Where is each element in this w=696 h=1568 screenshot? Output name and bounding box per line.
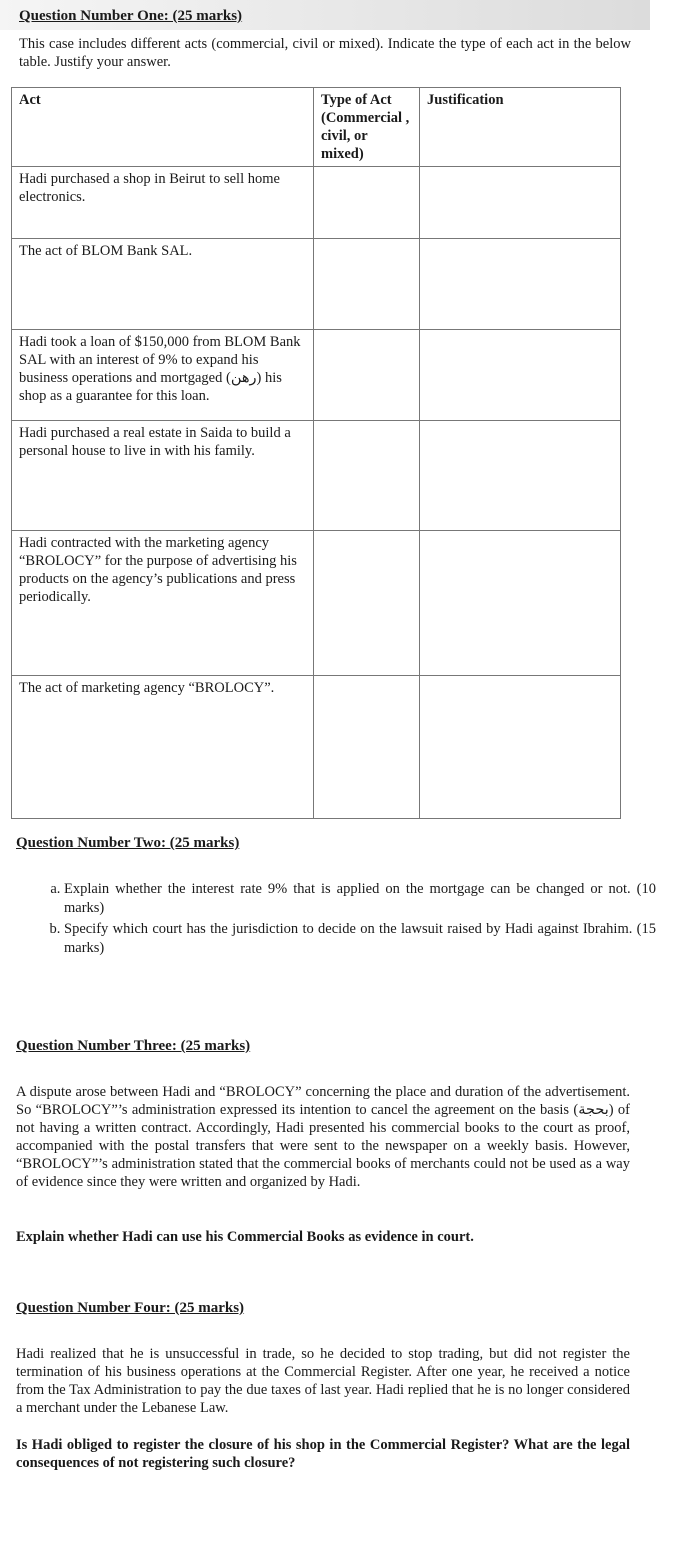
q1-intro: This case includes different acts (commercial, civil or mixed). Indicate the type of each act in the below table. Justify your answer. xyxy=(19,36,631,70)
justification-cell xyxy=(420,239,621,330)
type-cell xyxy=(314,239,420,330)
acts-table xyxy=(11,87,621,819)
q3-body: A dispute arose between Hadi and “BROLOCY” concerning the place and duration of the advertisement. So “BROLOCY”’s administration expressed its intention to cancel the agreement on the basis (بحجة) of not having a written contract. Accordingly, Hadi presented his commercial books to the court as proof, accompanied with the postal transfers that were sent to the newspaper on a weekly basis. However, “BROLOCY”’s administration stated that the commercial books of merchants could not be used as a way of evidence since they were written and organized by Hadi. xyxy=(16,1084,630,1190)
table-header-row xyxy=(12,88,621,167)
q3-heading: Question Number Three: (25 marks) xyxy=(16,1038,251,1054)
act-cell: The act of marketing agency “BROLOCY”. xyxy=(12,676,314,819)
justification-cell xyxy=(420,330,621,421)
table-row xyxy=(12,330,621,421)
q2-heading: Question Number Two: (25 marks) xyxy=(16,835,240,851)
header-act: Act xyxy=(12,88,314,167)
justification-cell xyxy=(420,167,621,239)
header-type-of-act: Type of Act (Commercial , civil, or mixed) xyxy=(314,88,420,167)
q1-heading: Question Number One: (25 marks) xyxy=(19,8,243,24)
header-justification: Justification xyxy=(420,88,621,167)
act-cell: Hadi took a loan of $150,000 from BLOM Bank SAL with an interest of 9% to expand his business operations and mortgaged (رهن) his shop as a guarantee for this loan. xyxy=(12,330,314,421)
table-row xyxy=(12,531,621,676)
q2-list xyxy=(39,880,656,960)
q3-question: Explain whether Hadi can use his Commercial Books as evidence in court. xyxy=(16,1229,474,1245)
q4-heading: Question Number Four: (25 marks) xyxy=(16,1300,245,1316)
act-cell: Hadi contracted with the marketing agency “BROLOCY” for the purpose of advertising his products on the agency’s publications and press periodically. xyxy=(12,531,314,676)
table-row xyxy=(12,239,621,330)
type-cell xyxy=(314,676,420,819)
table-row xyxy=(12,421,621,531)
justification-cell xyxy=(420,676,621,819)
list-item: a. Explain whether the interest rate 9% that is applied on the mortgage can be changed or not. (10 marks) xyxy=(64,880,656,918)
type-cell xyxy=(314,167,420,239)
act-cell: Hadi purchased a real estate in Saida to build a personal house to live in with his family. xyxy=(12,421,314,531)
type-cell xyxy=(314,421,420,531)
list-item: b. Specify which court has the jurisdiction to decide on the lawsuit raised by Hadi against Ibrahim. (15 marks) xyxy=(64,920,656,958)
type-cell xyxy=(314,330,420,421)
q4-question: Is Hadi obliged to register the closure of his shop in the Commercial Register? What are the legal consequences of not registering such closure? xyxy=(16,1437,630,1471)
justification-cell xyxy=(420,421,621,531)
table-row xyxy=(12,676,621,819)
q4-body: Hadi realized that he is unsuccessful in trade, so he decided to stop trading, but did not register the termination of his business operations at the Commercial Register. After one year, he received a notice from the Tax Administration to pay the due taxes of last year. Hadi replied that he is no longer considered a merchant under the Lebanese Law. xyxy=(16,1346,630,1416)
act-cell: The act of BLOM Bank SAL. xyxy=(12,239,314,330)
type-cell xyxy=(314,531,420,676)
table-row xyxy=(12,167,621,239)
act-cell: Hadi purchased a shop in Beirut to sell home electronics. xyxy=(12,167,314,239)
justification-cell xyxy=(420,531,621,676)
